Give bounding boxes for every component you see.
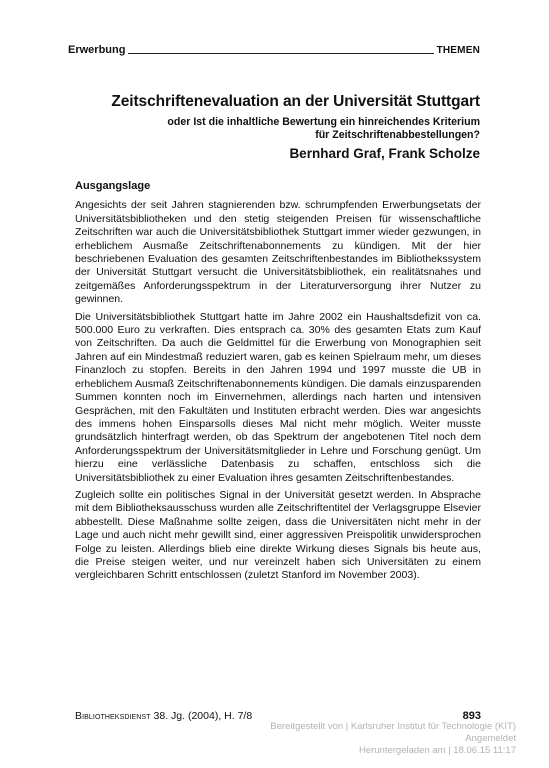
- paragraph-2: Die Universitätsbibliothek Stuttgart hatte im Jahre 2002 ein Haushaltsdefizit von ca. 500.000 Euro zu verkraften. Dies entsprach ca. 30% des gesamten Etats zum Kauf von Zeitschriften. Da auch die Geldmittel für die Erwerbung von Monographien seit Jahren auf ein Mindestmaß reduziert waren, gab es keinen Spielraum mehr, um dieses Finanzloch zu stopfen. Bereits in den Jahren 1994 und 1997 musste die UB in erheblichem Ausmaß Zeitschriftenabonnements kündigen. Die damals einzusparenden Summen konnten noch im Einvernehmen, allerdings nach harten und intensiven Gesprächen, mit den Fakultäten und Instituten erbracht werden. Dies war angesichts des immens hohen Einsparsolls dieses Mal nicht mehr möglich. Weiter musste grundsätzlich hinterfragt werden, ob das Spektrum der angebotenen Titel noch dem Anforderungsspektrum der Universitätsmitglieder in Lehre und Forschung genügt. Um hierzu eine verlässliche Datenbasis zu schaffen, entschloss sich die Universitätsbibliothek zu einer Evaluation ihres gesamten Zeitschriftenbestandes.: [75, 310, 481, 484]
- header-category: THEMEN: [436, 45, 480, 56]
- paragraph-1: Angesichts der seit Jahren stagnierenden bzw. schrumpfenden Erwerbungsetats der Universitätsbibliotheken und den stetig steigenden Preisen für wissenschaftliche Zeitschriften war auch die Universitätsbibliothek Stuttgart immer wieder gezwungen, in erheblichem Ausmaße Zeitschriftenabonnements zu kündigen. Mit der hier beschriebenen Evaluation des gesamten Zeitschriftenbestandes im Bibliothekssystem der Universität Stuttgart versucht die Universitätsbibliothek, ein realitätsnahes und zeitgemäßes Anforderungsspektrum in der Literaturversorgung ihrer Nutzer zu gewinnen.: [75, 199, 481, 306]
- stamp-provider: Bereitgestellt von | Karlsruher Institut für Technologie (KIT): [270, 721, 516, 732]
- section-heading: Ausgangslage: [75, 180, 151, 192]
- subtitle-line-2: für Zeitschriftenabbestellungen?: [315, 129, 480, 141]
- page-number: 893: [462, 710, 481, 722]
- journal-citation: [75, 710, 252, 722]
- stamp-downloaded: Heruntergeladen am | 18.06.15 11:17: [358, 745, 516, 756]
- article-authors: Bernhard Graf, Frank Scholze: [289, 146, 480, 161]
- header-rule: [128, 53, 433, 54]
- journal-name: Bibliotheksdienst: [75, 710, 151, 722]
- article-subtitle: [60, 116, 480, 142]
- running-header: [68, 44, 480, 56]
- download-stamp: [270, 721, 516, 757]
- subtitle-line-1: oder Ist die inhaltliche Bewertung ein hinreichendes Kriterium: [167, 116, 480, 128]
- article-title: Zeitschriftenevaluation an der Universität Stuttgart: [111, 93, 480, 110]
- paragraph-3: Zugleich sollte ein politisches Signal in der Universität gesetzt werden. In Absprache mit dem Bibliotheksausschuss wurden alle Zeitschriftentitel der Verlagsgruppe Elsevier abbestellt. Diese Maßnahme sollte zeigen, dass die Universitäten nicht mehr in der Lage und auch nicht mehr gewillt sind, einer aggressiven Preispolitik unwidersprochen Folge zu leisten. Allerdings blieb eine direkte Wirkung dieses Signals bis heute aus, die Preise steigen weiter, und nur vereinzelt haben sich Universitäten zu einem vergleichbaren Schritt entschlossen (zuletzt Stanford im November 2003).: [75, 488, 481, 582]
- journal-issue: 38. Jg. (2004), H. 7/8: [153, 710, 253, 722]
- header-section: Erwerbung: [68, 44, 126, 56]
- stamp-status: Angemeldet: [465, 733, 516, 744]
- article-body: [75, 180, 481, 587]
- article-title-block: [60, 93, 480, 161]
